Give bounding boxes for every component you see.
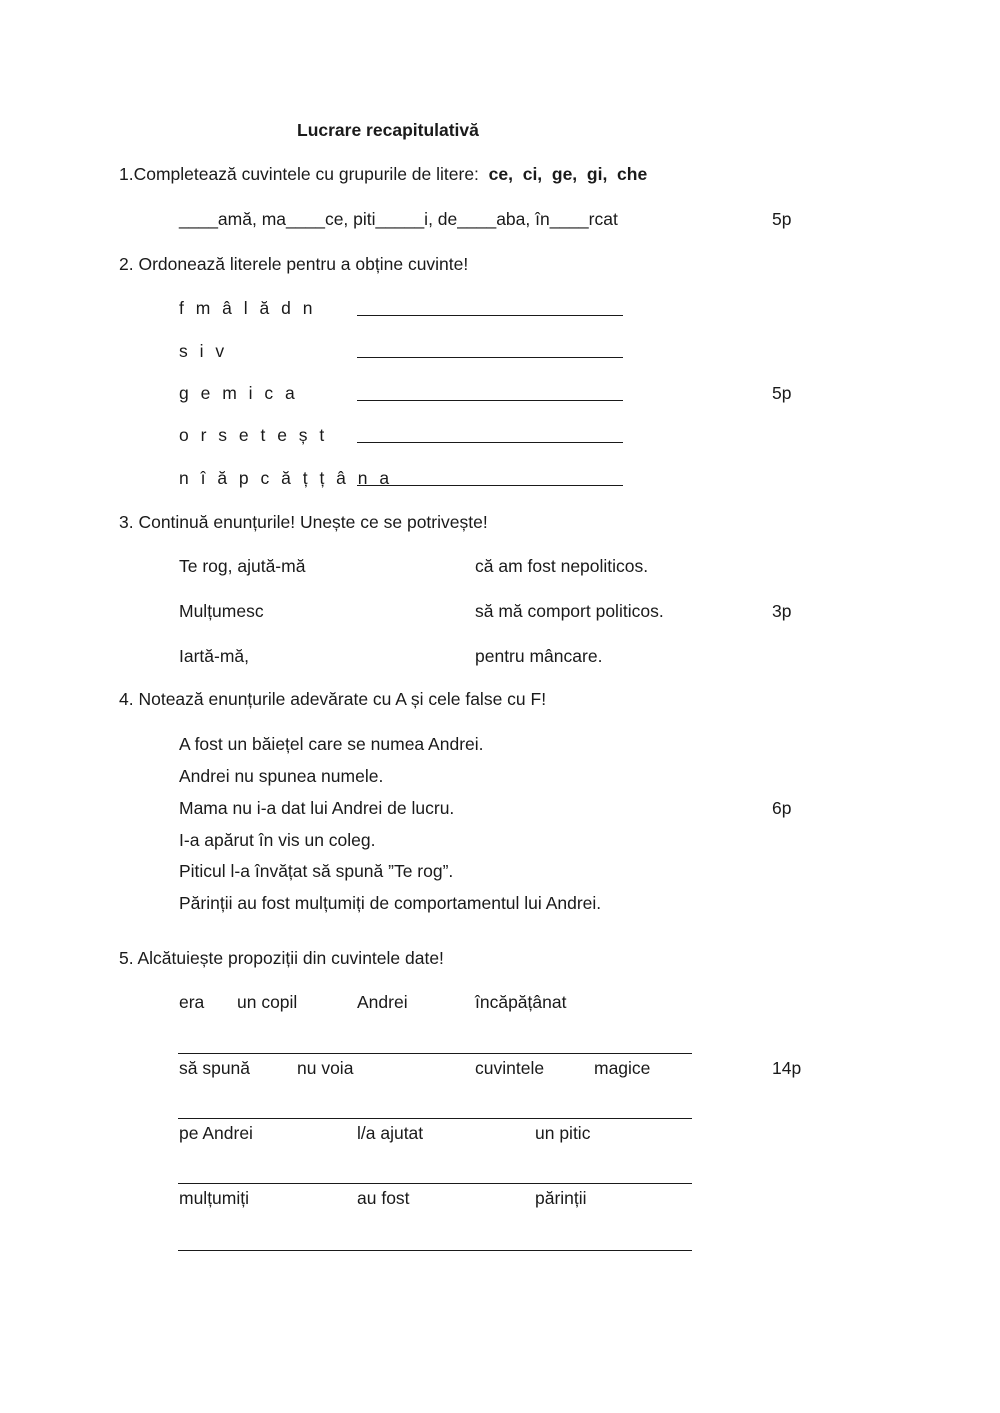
q2-answer-line[interactable]	[357, 315, 623, 316]
q5-word: un copil	[237, 992, 298, 1012]
q5-word: un pitic	[535, 1123, 591, 1143]
q1-points: 5p	[772, 209, 792, 229]
q5-word: cuvintele	[475, 1058, 545, 1078]
q3-right-item[interactable]: să mă comport politicos.	[475, 601, 664, 621]
q3-points: 3p	[772, 601, 792, 621]
q1-words: ____amă, ma____ce, piti_____i, de____aba, în____rcat	[179, 209, 618, 229]
q5-answer-line[interactable]	[178, 1118, 692, 1119]
q3-left-item[interactable]: Te rog, ajută-mă	[179, 556, 306, 576]
q5-word: părinții	[535, 1188, 587, 1208]
q5-word: nu voia	[297, 1058, 354, 1078]
q2-answer-line[interactable]	[357, 357, 623, 358]
q4-statement[interactable]: Părinții au fost mulțumiți de comportamentul lui Andrei.	[179, 893, 602, 913]
q3-right-item[interactable]: că am fost nepoliticos.	[475, 556, 649, 576]
q4-statement[interactable]: A fost un băiețel care se numea Andrei.	[179, 734, 484, 754]
q5-points: 14p	[772, 1058, 802, 1078]
q3-left-item[interactable]: Mulțumesc	[179, 601, 264, 621]
q5-word: mulțumiți	[179, 1188, 250, 1208]
q5-word: să spună	[179, 1058, 251, 1078]
q2-item: n î ă p c ă ț ț â n a	[179, 468, 393, 488]
q1-prompt-text: 1.Completează cuvintele cu grupurile de litere:	[119, 164, 479, 184]
q4-statement[interactable]: Piticul l-a învățat să spună ”Te rog”.	[179, 861, 454, 881]
q4-prompt: 4. Notează enunțurile adevărate cu A și cele false cu F!	[119, 689, 547, 709]
q2-answer-line[interactable]	[357, 400, 623, 401]
q5-answer-line[interactable]	[178, 1250, 692, 1251]
q3-prompt: 3. Continuă enunțurile! Unește ce se potrivește!	[119, 512, 488, 532]
q2-item: g e m i c a	[179, 383, 299, 403]
q2-points: 5p	[772, 383, 792, 403]
q5-word: pe Andrei	[179, 1123, 253, 1143]
q5-word: magice	[594, 1058, 651, 1078]
q2-answer-line[interactable]	[357, 485, 623, 486]
q4-statement[interactable]: Mama nu i-a dat lui Andrei de lucru.	[179, 798, 455, 818]
q5-word: era	[179, 992, 205, 1012]
q4-statement[interactable]: Andrei nu spunea numele.	[179, 766, 384, 786]
q4-statement[interactable]: I-a apărut în vis un coleg.	[179, 830, 376, 850]
q5-prompt: 5. Alcătuiește propoziții din cuvintele date!	[119, 948, 444, 968]
q2-item: o r s e t e ș t	[179, 425, 328, 445]
q5-word: Andrei	[357, 992, 408, 1012]
q5-word: au fost	[357, 1188, 410, 1208]
q3-right-item[interactable]: pentru mâncare.	[475, 646, 603, 666]
q2-item: f m â l ă d n	[179, 298, 316, 318]
q5-answer-line[interactable]	[178, 1183, 692, 1184]
q5-word: încăpățânat	[475, 992, 567, 1012]
q5-word: l/a ajutat	[357, 1123, 424, 1143]
page-title: Lucrare recapitulativă	[297, 120, 479, 140]
q3-left-item[interactable]: Iartă-mă,	[179, 646, 250, 666]
q1-letter-groups: ce, ci, ge, gi, che	[488, 164, 648, 184]
q2-prompt: 2. Ordonează literele pentru a obține cuvinte!	[119, 254, 469, 274]
q4-points: 6p	[772, 798, 792, 818]
q1-prompt	[119, 166, 647, 184]
q5-answer-line[interactable]	[178, 1053, 692, 1054]
q2-item: s i v	[179, 341, 228, 361]
q2-answer-line[interactable]	[357, 442, 623, 443]
